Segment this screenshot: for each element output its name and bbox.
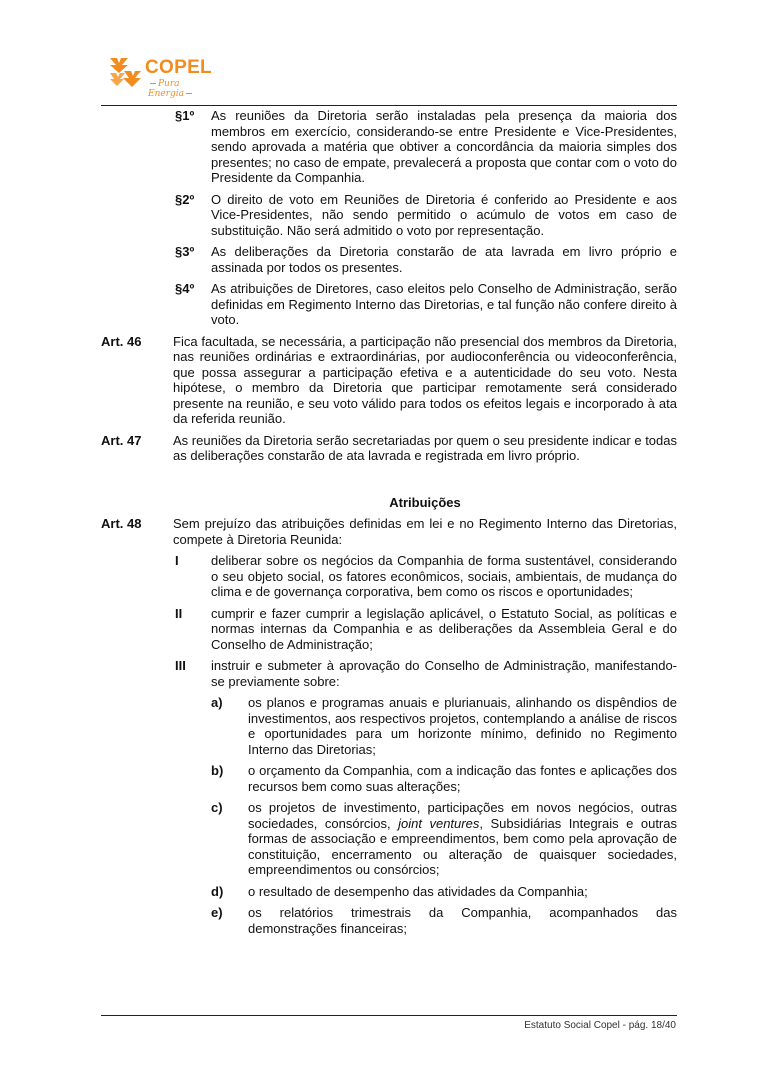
paragraph-text: As reuniões da Diretoria serão instaladas pela presença da maioria dos membros em exercício, considerando-se entre Presidente e Vice-Presidentes, sendo aprovada a matéria que obtiver a concordância da maioria simples dos presentes; no caso de empate, prevalecerá a proposta que contar com o voto do Presidente da Companhia. [211,108,677,185]
alinea-text: os planos e programas anuais e plurianuais, alinhando os dispêndios de investimentos, aos respectivos projetos, contemplando a análise de riscos e oportunidades para um horizonte mínimo, definido no Regimento Interno das Diretorias; [248,695,677,757]
paragraph-text: As atribuições de Diretores, caso eleitos pelo Conselho de Administração, serão definidas em Regimento Interno das Diretorias, e tal função não confere direito à voto. [211,281,677,327]
alinea-text: os relatórios trimestrais da Companhia, acompanhados das demonstrações financeiras; [248,905,677,936]
alinea-a [101,695,677,757]
logo-wordmark: COPEL [145,57,212,78]
paragraph-1 [101,108,677,186]
article-46 [101,334,677,427]
alinea-label: d) [211,883,224,899]
paragraph-4 [101,281,677,328]
article-label: Art. 48 [101,516,142,531]
paragraph-3 [101,244,677,275]
inciso-label: III [175,658,186,673]
copel-logo [108,54,218,98]
paragraph-label: §3º [175,244,195,259]
paragraph-text: As deliberações da Diretoria constarão de ata lavrada em livro próprio e assinada por todos os presentes. [211,244,677,275]
alinea-label: e) [211,905,223,920]
alinea-text-end: , Subsidiárias Integrais e outras formas de associação e empreendimentos, bem como pela aprovação de constituição, encerramento ou alteração de quaisquer sociedades, empreendimentos ou consórcios; [248,815,677,877]
header-divider [101,105,677,106]
inciso-2 [101,606,677,653]
section-heading: Atribuições [389,494,461,510]
paragraph-text: O direito de voto em Reuniões de Diretoria é conferido ao Presidente e aos Vice-Presidentes, não sendo permitido o acúmulo de votos em caso de substituição. Não será admitido o voto por representação. [211,191,677,238]
paragraph-label: §1º [175,108,195,123]
inciso-label: I [175,553,179,568]
alinea-text: o orçamento da Companhia, com a indicação das fontes e aplicações dos recursos bem como suas alterações; [248,763,677,794]
inciso-text: cumprir e fazer cumprir a legislação aplicável, o Estatuto Social, as políticas e normas internas da Companhia e as deliberações da Assembleia Geral e do Conselho de Administração; [211,605,677,652]
alinea-text [248,800,677,878]
paragraph-label: §4º [175,281,195,296]
alinea-c [101,800,677,878]
inciso-3 [101,658,677,689]
article-48 [101,516,677,547]
alinea-b [101,763,677,794]
paragraph-label: §2º [175,191,195,207]
alinea-text-start: os projetos de investimento, participações em novos negócios, outras sociedades, consórcios, [248,800,677,831]
alinea-label: a) [211,695,223,710]
document-body [101,108,677,936]
article-label: Art. 46 [101,333,142,349]
copel-logo-icon [108,56,142,90]
inciso-text: deliberar sobre os negócios da Companhia de forma sustentável, considerando o seu objeto social, os fatores econômicos, sociais, ambientais, de mudança do clima e de governança corporativa, bem como os riscos e oportunidades; [211,553,677,599]
article-text: Sem prejuízo das atribuições definidas em lei e no Regimento Interno das Diretorias, compete à Diretoria Reunida: [173,516,677,547]
alinea-label: b) [211,763,224,778]
page-footer: Estatuto Social Copel - pág. 18/40 [524,1020,676,1031]
article-47 [101,433,677,464]
article-text: Fica facultada, se necessária, a participação não presencial dos membros da Diretoria, nas reuniões ordinárias e extraordinárias, por audioconferência ou videoconferência, que possa assegurar a participação efetiva e a autenticidade do seu voto. Nesta hipótese, o membro da Diretoria que participar remotamente será considerado presente na reunião, e seu voto válido para todos os efeitos legais e incorporado à ata da referida reunião. [173,333,677,426]
alinea-e [101,905,677,936]
alinea-label: c) [211,800,223,815]
logo-tagline: Pura Energia [148,79,218,99]
inciso-1 [101,553,677,600]
inciso-text: instruir e submeter à aprovação do Conselho de Administração, manifestando-se previamente sobre: [211,658,677,689]
inciso-label: II [175,605,183,621]
article-label: Art. 47 [101,432,142,448]
footer-divider [101,1015,677,1016]
paragraph-2 [101,192,677,239]
alinea-text-italic: joint ventures [398,815,480,831]
alinea-d [101,884,677,900]
article-text: As reuniões da Diretoria serão secretariadas por quem o seu presidente indicar e todas as deliberações constarão de ata lavrada e registrada em livro próprio. [173,432,677,463]
alinea-text: o resultado de desempenho das atividades da Companhia; [248,883,588,899]
